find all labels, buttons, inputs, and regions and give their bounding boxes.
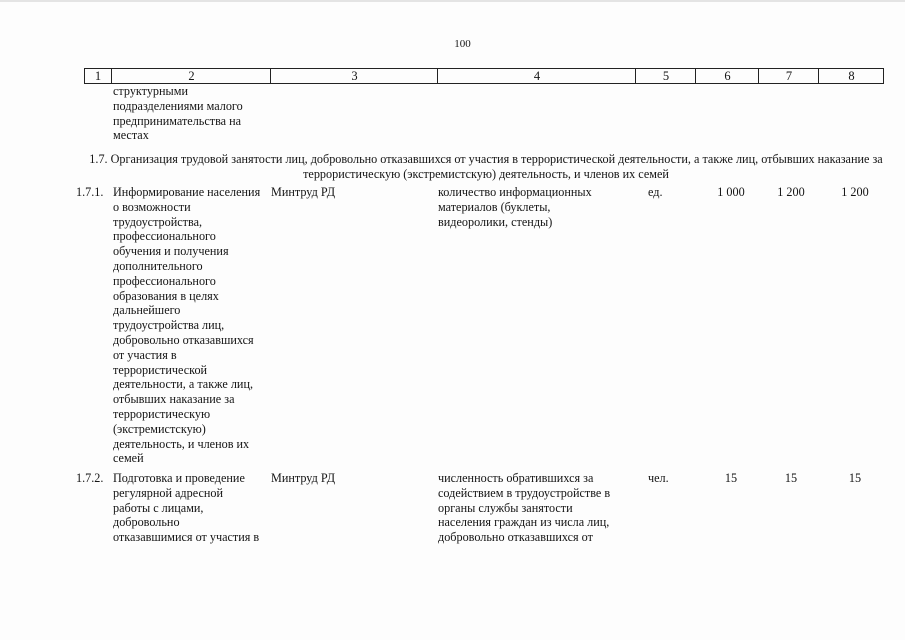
page-top-edge bbox=[0, 0, 905, 2]
row-value-col7: 15 bbox=[784, 471, 798, 485]
header-col-3: 3 bbox=[270, 69, 438, 83]
row-value-col8: 15 bbox=[848, 471, 862, 485]
row-activity-name: Подготовка и проведение регулярной адресной работы с лицами, добровольно отказавшимися от участия в bbox=[113, 471, 260, 545]
header-col-2: 2 bbox=[111, 69, 271, 83]
row-executor: Минтруд РД bbox=[271, 185, 336, 199]
row-value-col6: 15 bbox=[724, 471, 738, 485]
table-header-row bbox=[84, 68, 884, 84]
header-col-6: 6 bbox=[695, 69, 759, 83]
header-col-1: 1 bbox=[94, 69, 102, 83]
row-number: 1.7.1. bbox=[76, 185, 104, 199]
row-executor: Минтруд РД bbox=[271, 471, 336, 485]
header-col-5: 5 bbox=[635, 69, 696, 83]
header-col-8: 8 bbox=[818, 69, 884, 83]
row-value-col8: 1 200 bbox=[841, 185, 869, 199]
page-number: 100 bbox=[454, 38, 471, 50]
row-indicator: количество информационных материалов (буклеты, видеоролики, стенды) bbox=[438, 185, 592, 229]
continuation-name-text: структурными подразделениями малого предпринимательства на местах bbox=[113, 84, 243, 143]
row-activity-name: Информирование населения о возможности трудоустройства, профессионального обучения и получения дополнительного профессионального образования в целях дальнейшего трудоустройства лиц, добровольно отказавшихся от участия в террористической деятельности, а также лиц, отбывших наказание за террористическую (экстремистскую) деятельность, и членов их семей bbox=[113, 185, 261, 466]
header-col-4: 4 bbox=[437, 69, 636, 83]
row-number: 1.7.2. bbox=[76, 471, 104, 485]
header-col-7: 7 bbox=[758, 69, 819, 83]
row-unit: ед. bbox=[648, 185, 663, 199]
row-value-col6: 1 000 bbox=[717, 185, 745, 199]
row-indicator: численность обратившихся за содействием в трудоустройстве в органы службы занятости населения граждан из числа лиц, добровольно отказавшихся от bbox=[438, 471, 611, 545]
row-value-col7: 1 200 bbox=[777, 185, 805, 199]
section-heading: 1.7. Организация трудовой занятости лиц, добровольно отказавшихся от участия в террористической деятельности, а также лиц, отбывших наказание за террористическую (экстремистскую) деятельность, и членов их семей bbox=[89, 152, 883, 181]
row-unit: чел. bbox=[648, 471, 669, 485]
